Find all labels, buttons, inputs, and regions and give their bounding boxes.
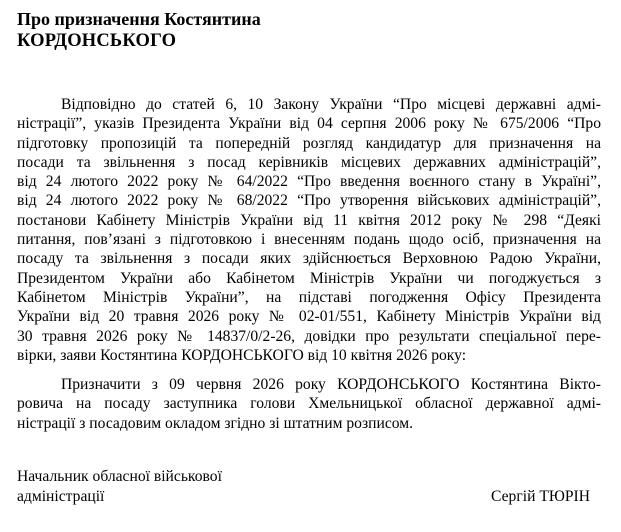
preamble-line: ністрації”, указів Президента України від 04 серпня 2006 року № 675/2006 “Про	[17, 115, 601, 133]
decision-line: ністрації з посадовим окладом згідно зі штатним розписом.	[17, 414, 414, 432]
preamble-line: Відповідно до статей 6, 10 Закону України “Про місцеві державні адмі-	[61, 96, 601, 113]
title-line-2: КОРДОНСЬКОГО	[17, 31, 177, 51]
preamble-line: посаду та звільнення з посади яких здійснюється Верховною Радою України,	[17, 250, 601, 268]
preamble-line: підготовку пропозицій та попередній розгляд кандидатур для призначення на	[17, 134, 601, 152]
decision-line: Призначити з 09 червня 2026 року КОРДОНСЬКОГО Костянтина Вікто-	[61, 376, 601, 393]
signatory-name: Сергій ТЮРІН	[491, 488, 590, 505]
preamble-line: питання, пов’язані з підготовкою і внесенням подань щодо осіб, призначення на	[17, 231, 601, 249]
preamble-paragraph	[17, 95, 601, 365]
preamble-line: від 24 лютого 2022 року № 68/2022 “Про утворення військових адміністрацій”,	[17, 192, 601, 210]
preamble-line: Кабінетом Міністрів України”, на підставі погодження Офісу Президента	[17, 288, 601, 306]
signatory-position-line-2: адміністрації	[17, 488, 105, 505]
preamble-line: посади та звільнення з посад керівників місцевих державних адміністрацій”,	[17, 153, 601, 171]
document-title	[17, 8, 261, 52]
preamble-line: вірки, заяви Костянтина КОРДОНСЬКОГО від 10 квітня 2026 року:	[17, 346, 467, 364]
preamble-line: від 24 лютого 2022 року № 64/2022 “Про введення воєнного стану в Україні”,	[17, 173, 601, 191]
signatory-position-line-1: Начальник обласної військової	[17, 468, 222, 485]
decision-line: ровича на посаду заступника голови Хмельницької обласної державної адмі-	[17, 395, 601, 413]
title-line-1: Про призначення Костянтина	[17, 9, 261, 29]
preamble-line: України від 20 травня 2026 року № 02-01/551, Кабінету Міністрів України від	[17, 308, 601, 326]
preamble-line: 30 травня 2026 року № 14837/0/2-26, довідки про результати спеціальної пере-	[17, 327, 601, 345]
preamble-line: постанови Кабінету Міністрів України від 11 квітня 2012 року № 298 “Деякі	[17, 211, 601, 229]
signatory-position	[17, 467, 222, 507]
decision-paragraph	[17, 375, 601, 433]
preamble-line: Президентом України або Кабінетом Міністрів України чи погоджується з	[17, 269, 601, 287]
